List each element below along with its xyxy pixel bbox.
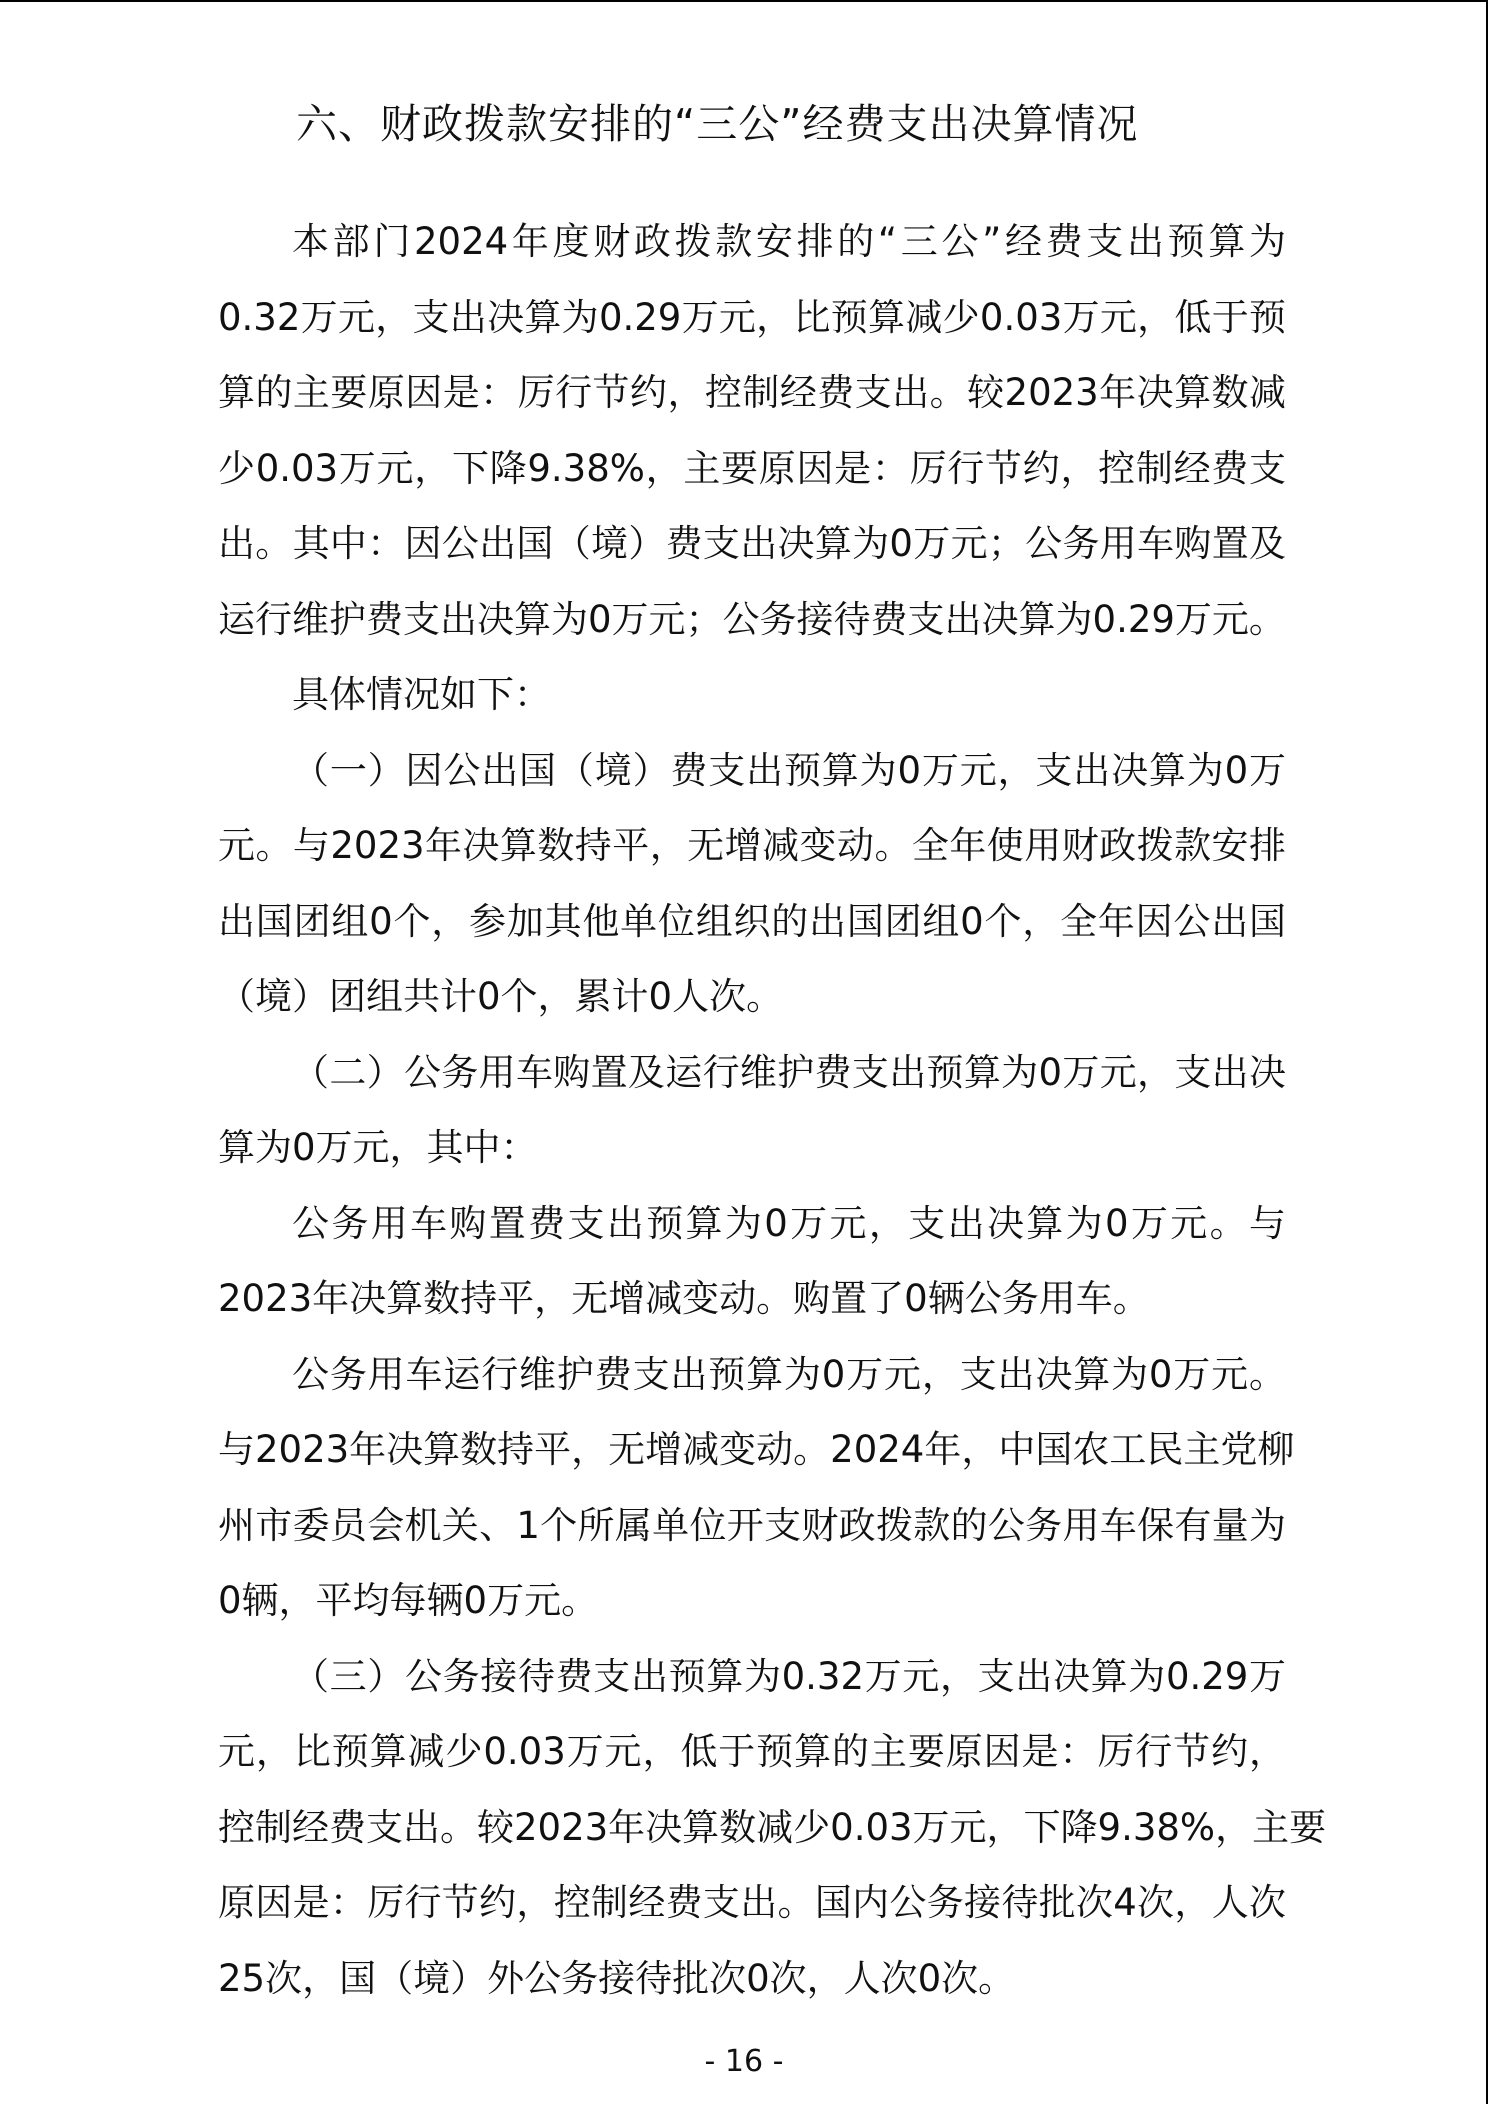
paragraph-vehicle-purchase <box>218 1186 1286 1337</box>
text-line: 0.32万元，支出决算为0.29万元，比预算减少0.03万元，低于预 <box>218 295 1286 339</box>
text-line: 元。与2023年决算数持平，无增减变动。全年使用财政拨款安排 <box>218 824 1286 867</box>
text-line: 州市委员会机关、1个所属单位开支财政拨款的公务用车保有量为 <box>218 1503 1286 1547</box>
text-line: 控制经费支出。较2023年决算数减少0.03万元，下降9.38%，主要 <box>218 1805 1327 1849</box>
text-line: 算的主要原因是：厉行节约，控制经费支出。较2023年决算数减 <box>218 371 1286 414</box>
text-line: 运行维护费支出决算为0万元；公务接待费支出决算为0.29万元。 <box>218 597 1286 641</box>
text-line: 2023年决算数持平，无增减变动。购置了0辆公务用车。 <box>218 1277 1150 1320</box>
text-line: （三）公务接待费支出预算为0.32万元，支出决算为0.29万 <box>292 1654 1286 1698</box>
text-line: 出。其中：因公出国（境）费支出决算为0万元；公务用车购置及 <box>218 522 1286 565</box>
paragraph-reception <box>218 1639 1327 2017</box>
text-line: （境）团组共计0个，累计0人次。 <box>218 975 784 1018</box>
section-heading: 六、财政拨款安排的“三公”经费支出决算情况 <box>296 100 1139 148</box>
paragraph-summary <box>218 204 1286 657</box>
paragraph-official-vehicles <box>218 1035 1286 1186</box>
text-line: 具体情况如下： <box>292 673 551 716</box>
text-line: 元，比预算减少0.03万元，低于预算的主要原因是：厉行节约， <box>218 1730 1286 1773</box>
text-line: 出国团组0个，参加其他单位组织的出国团组0个，全年因公出国 <box>218 899 1286 943</box>
paragraph-vehicle-maintenance <box>218 1337 1295 1639</box>
text-line: 原因是：厉行节约，控制经费支出。国内公务接待批次4次，人次 <box>218 1881 1286 1924</box>
paragraph-intro <box>218 657 1286 733</box>
text-line: 公务用车运行维护费支出预算为0万元，支出决算为0万元。 <box>292 1352 1286 1396</box>
text-line: 公务用车购置费支出预算为0万元，支出决算为0万元。与 <box>292 1201 1286 1245</box>
text-line: 0辆，平均每辆0万元。 <box>218 1579 599 1622</box>
text-line: 25次，国（境）外公务接待批次0次，人次0次。 <box>218 1956 1016 2000</box>
text-line: 与2023年决算数持平，无增减变动。2024年，中国农工民主党柳 <box>218 1428 1295 1471</box>
text-line: （二）公务用车购置及运行维护费支出预算为0万元，支出决 <box>292 1050 1286 1094</box>
text-line: 少0.03万元，下降9.38%，主要原因是：厉行节约，控制经费支 <box>218 446 1286 490</box>
paragraph-overseas-travel <box>218 733 1286 1035</box>
text-line: （一）因公出国（境）费支出预算为0万元，支出决算为0万 <box>292 748 1286 792</box>
text-line: 算为0万元，其中： <box>218 1126 538 1169</box>
document-body <box>218 204 1327 2016</box>
text-line: 本部门2024年度财政拨款安排的“三公”经费支出预算为 <box>292 220 1286 263</box>
page-number: - 16 - <box>704 2044 784 2079</box>
